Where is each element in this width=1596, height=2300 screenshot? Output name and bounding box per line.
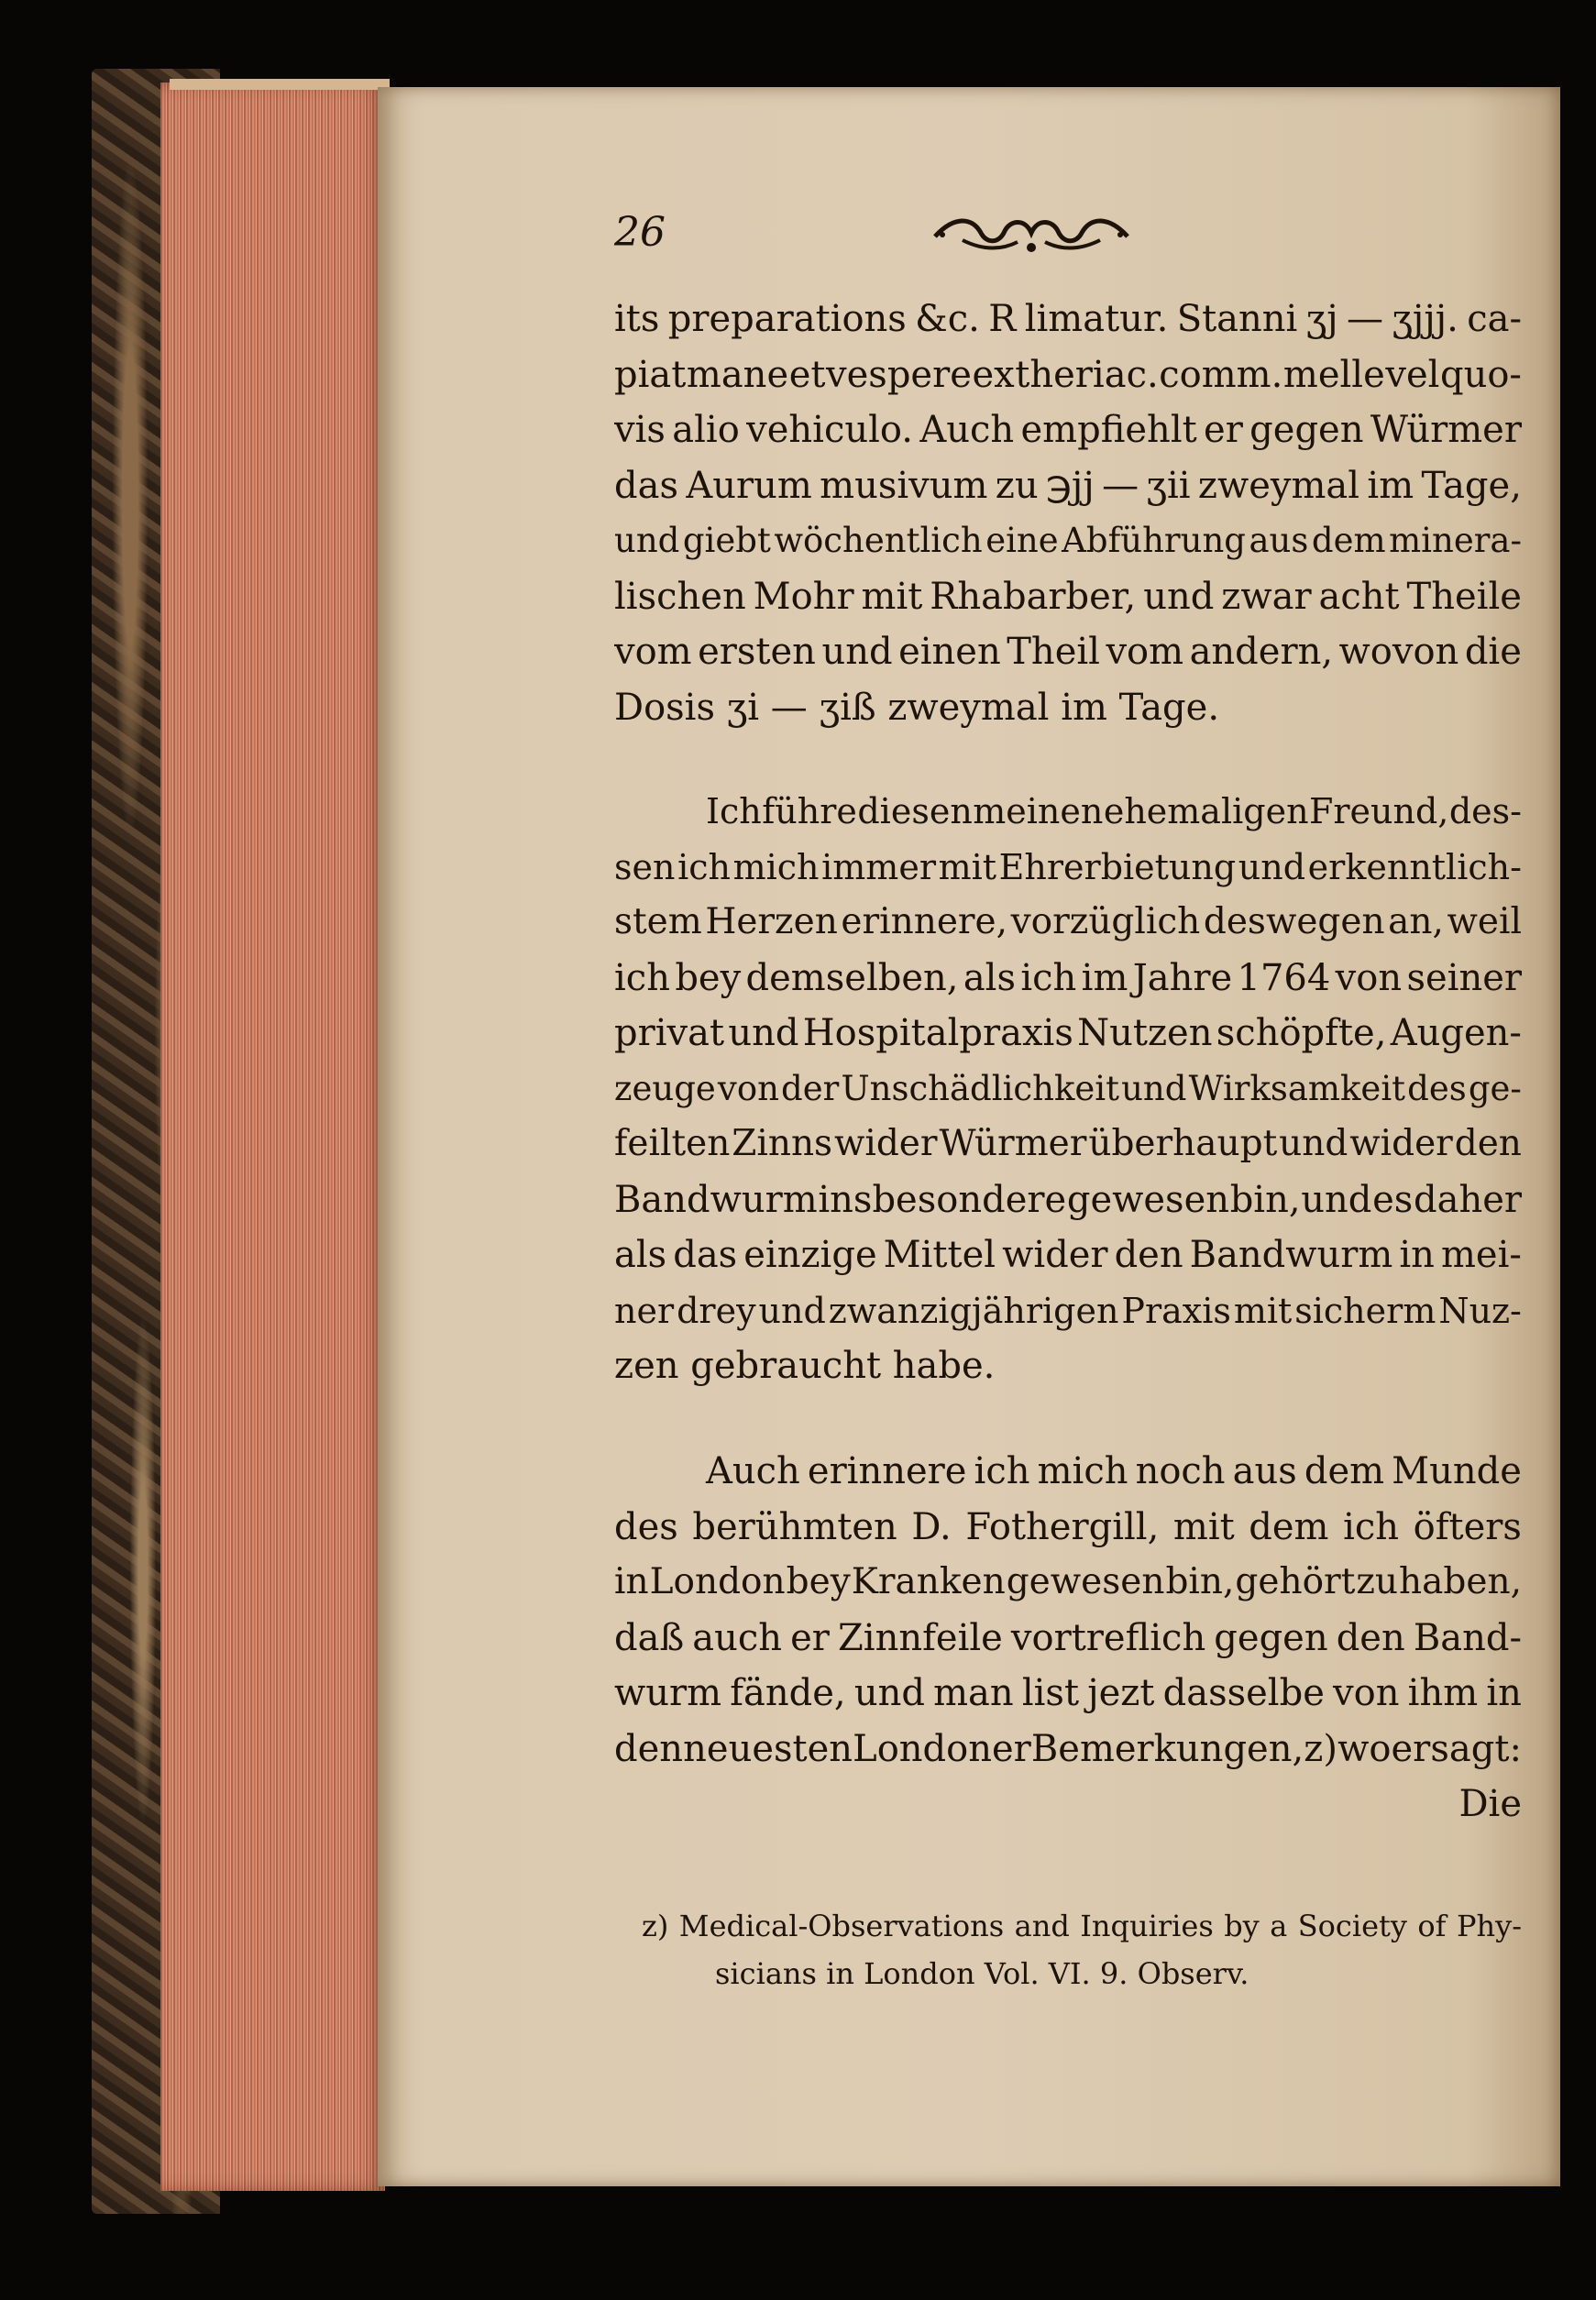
text-line: piat mane et vespere ex theriac. comm. melle vel quo- <box>614 353 1522 396</box>
text-line: sen ich mich immer mit Ehrerbietung und erkenntlich- <box>614 846 1522 887</box>
text-line: den neuesten Londoner Bemerkungen, z) wo er sagt: <box>614 1727 1522 1770</box>
page-edges <box>160 83 385 2191</box>
text-line: daß auch er Zinnfeile vortreflich gegen den Band- <box>614 1616 1522 1659</box>
text-line: vis alio vehiculo. Auch empfiehlt er gegen Würmer <box>614 409 1522 451</box>
text-line: Auch erinnere ich mich noch aus dem Munde <box>706 1450 1522 1492</box>
text-line: Dosis ʒi — ʒiß zweymal im Tage. <box>614 686 1220 729</box>
text-line: zeuge von der Unschädlichkeit und Wirksamkeit des ge- <box>614 1068 1522 1108</box>
paragraph-2 <box>614 784 1522 1394</box>
text-line: das Aurum musivum zu ℈jj — ʒii zweymal im Tage, <box>614 464 1522 507</box>
paragraph-3 <box>614 1444 1522 1832</box>
text-line: ner drey und zwanzigjährigen Praxis mit sicherm Nuz- <box>614 1290 1522 1331</box>
footnote <box>642 1902 1522 1997</box>
page-number: 26 <box>614 209 666 256</box>
text-line: ich bey demselben, als ich im Jahre 1764 von seiner <box>614 956 1522 999</box>
text-line: its preparations &c. R limatur. Stanni ʒj — ʒjjj. ca- <box>614 298 1522 340</box>
text-line: lischen Mohr mit Rhabarber, und zwar acht Theile <box>614 575 1522 618</box>
text-line: privat und Hospitalpraxis Nutzen schöpfte, Augen- <box>614 1012 1522 1054</box>
text-line: in London bey Kranken gewesen bin, gehört zu haben, <box>614 1561 1522 1602</box>
text-line: Bandwurm insbesondere gewesen bin, und es daher <box>614 1178 1522 1221</box>
text-line: wurm fände, und man list jezt dasselbe von ihm in <box>614 1672 1522 1714</box>
text-line: als das einzige Mittel wider den Bandwurm in mei- <box>614 1234 1522 1276</box>
text-line: des berühmten D. Fothergill, mit dem ich öfters <box>614 1505 1522 1548</box>
text-line: Ich führe diesen meinen ehemaligen Freund, des- <box>706 791 1522 831</box>
text-line: und giebt wöchentlich eine Abführung aus dem minera- <box>614 521 1522 560</box>
text-line: feilten Zinns wider Würmer überhaupt und wider den <box>614 1123 1522 1164</box>
page-header <box>614 209 1522 264</box>
text-line: vom ersten und einen Theil vom andern, wovon die <box>614 631 1522 673</box>
catchword: Die <box>1458 1783 1522 1825</box>
footnote-line: sicians in London Vol. VI. 9. Observ. <box>715 1956 1249 1991</box>
footnote-line: z) Medical-Observations and Inquiries by a Society of Phy- <box>642 1909 1522 1943</box>
paragraph-1 <box>614 292 1522 735</box>
text-line: zen gebraucht habe. <box>614 1345 996 1387</box>
printer-flourish-ornament-icon <box>926 207 1137 260</box>
text-line: stem Herzen erinnere, vorzüglich deswegen an, weil <box>614 901 1522 942</box>
page-edges-top <box>170 79 390 90</box>
